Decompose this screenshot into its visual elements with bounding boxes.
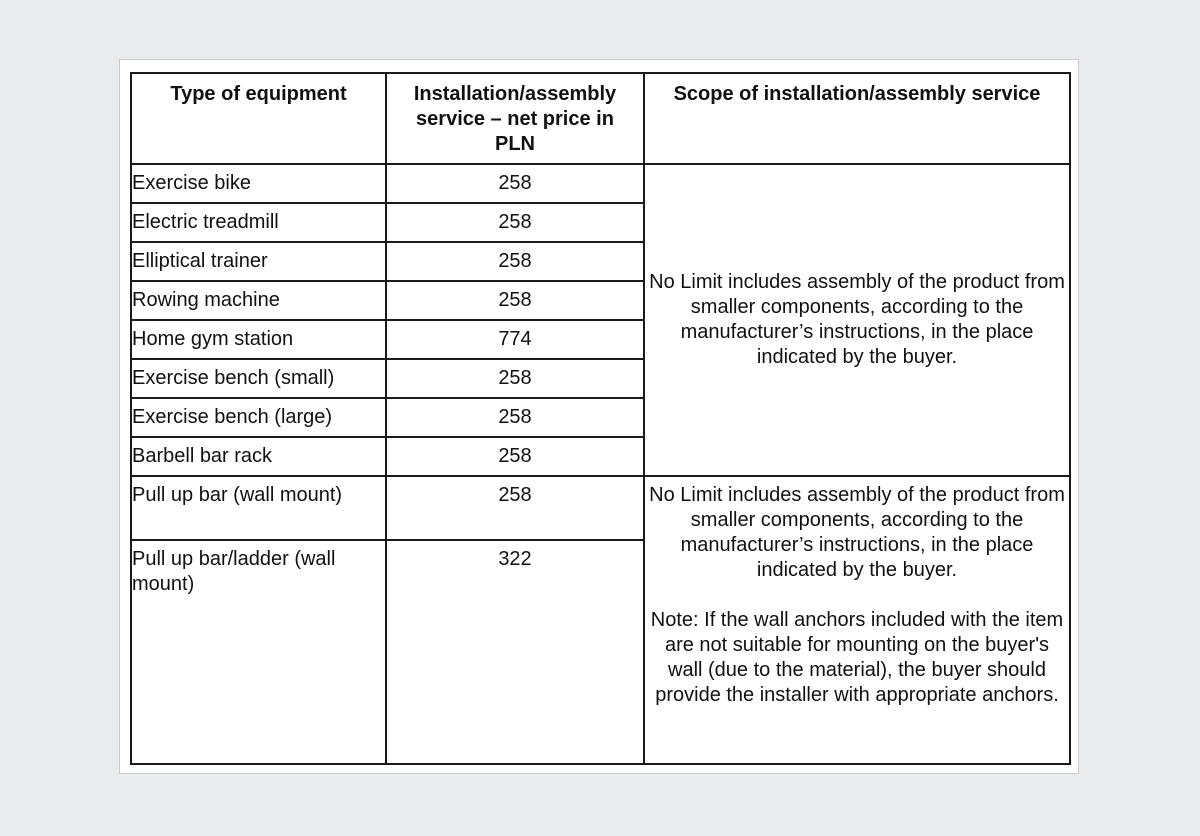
equipment-name: Pull up bar/ladder (wall mount): [131, 540, 386, 764]
equipment-price: 322: [386, 540, 644, 764]
equipment-name: Barbell bar rack: [131, 437, 386, 476]
table-row: [131, 476, 1070, 540]
equipment-pricing-table: [130, 72, 1071, 765]
equipment-name: Home gym station: [131, 320, 386, 359]
equipment-name: Electric treadmill: [131, 203, 386, 242]
equipment-name: Rowing machine: [131, 281, 386, 320]
scope-note: Note: If the wall anchors included with the item are not suitable for mounting on the buyer's wall (due to the material), the buyer should provide the installer with appropriate anchors.: [650, 609, 1064, 706]
equipment-price: 258: [386, 437, 644, 476]
document-page: [119, 59, 1079, 774]
equipment-name: Exercise bench (large): [131, 398, 386, 437]
scope-description-general: No Limit includes assembly of the product from smaller components, according to the manufacturer’s instructions, in the place indicated by the buyer.: [644, 164, 1070, 476]
header-equipment: Type of equipment: [131, 73, 386, 164]
header-scope: Scope of installation/assembly service: [644, 73, 1070, 164]
equipment-price: 258: [386, 242, 644, 281]
equipment-price: 258: [386, 359, 644, 398]
header-price: Installation/assembly service – net price in PLN: [386, 73, 644, 164]
equipment-name: Exercise bench (small): [131, 359, 386, 398]
equipment-price: 258: [386, 398, 644, 437]
equipment-price: 258: [386, 164, 644, 203]
table-row: [131, 164, 1070, 203]
equipment-name: Elliptical trainer: [131, 242, 386, 281]
table-header-row: [131, 73, 1070, 164]
equipment-name: Exercise bike: [131, 164, 386, 203]
scope-text: No Limit includes assembly of the product from smaller components, according to the manufacturer’s instructions, in the place indicated by the buyer.: [649, 484, 1065, 581]
equipment-name: Pull up bar (wall mount): [131, 476, 386, 540]
equipment-price: 258: [386, 281, 644, 320]
scope-description-wall-mount: [644, 476, 1070, 764]
equipment-price: 774: [386, 320, 644, 359]
equipment-price: 258: [386, 476, 644, 540]
equipment-price: 258: [386, 203, 644, 242]
